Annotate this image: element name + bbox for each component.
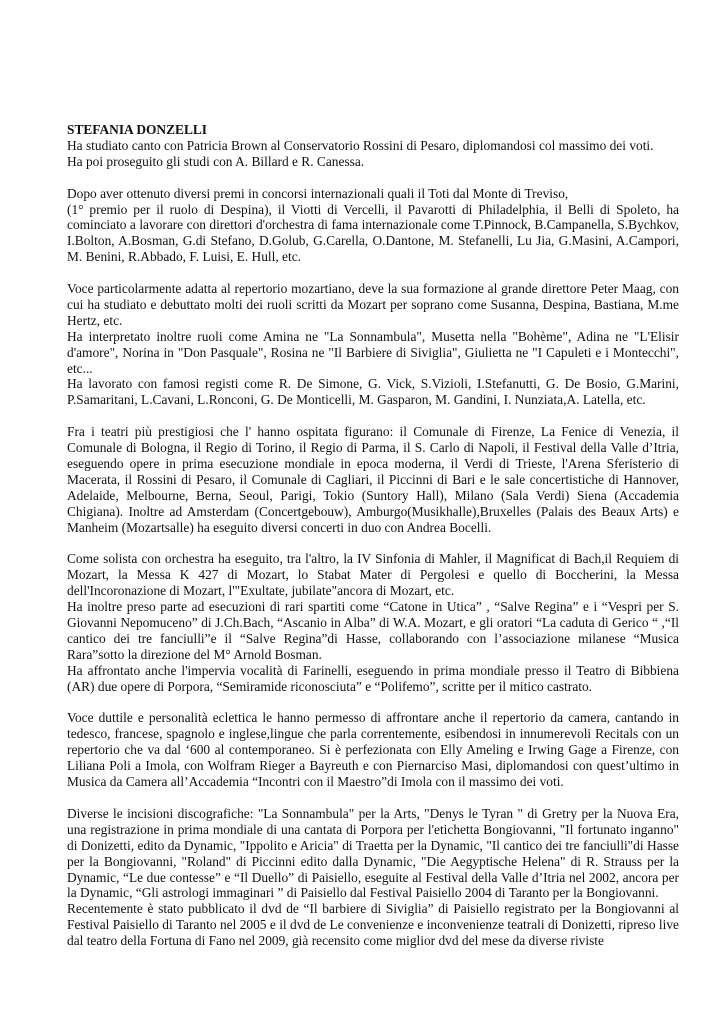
text-block: Diverse le incisioni discografiche: "La Sonnambula" per la Arts, "Denys le Tyran " di Gretry per la Nuova Era, una registrazione in prima mondiale di una cantata di Porpora per l'etichetta Bongiovanni, "Il fortunato inganno" di Donizetti, edito da Dynamic, "Ippolito e Aricia" di Traetta per la Dynamic, "Il cantico dei tre fanciulli"di Hasse per la Bongiovanni, "Roland" di Piccinni edito dalla Dynamic, "Die Aegyptische Helena" di R. Strauss per la Dynamic, “Le due contesse” e “Il Duello” di Paisiello, eseguite al Festival della Valle d’Itria nel 2002, ancora per la Dynamic, “Gli astrologi immaginari ” di Paisiello dal Festival Paisiello 2004 di Taranto per la Bongiovanni. (67, 805, 679, 901)
text-block: Recentemente è stato pubblicato il dvd de “Il barbiere di Siviglia” di Paisiello registrato per la Bongiovanni al Festival Paisiello di Taranto nel 2005 e il dvd de Le convenienze e inconvenienze teatrali di Donizetti, ripreso live dal teatro della Fortuna di Fano nel 2009, già recensito come miglior dvd del mese da diverse riviste (67, 901, 679, 949)
paragraph-studies (67, 138, 679, 170)
text-block: Ha lavorato con famosi registi come R. De Simone, G. Vick, S.Vizioli, I.Stefanutti, G. De Bosio, G.Marini, P.Samaritani, L.Cavani, L.Ronconi, G. De Monticelli, M. Gasparon, M. Gandini, I. Nunziata,A. Latella, etc. (67, 376, 679, 408)
text-block: Ha interpretato inoltre ruoli come Amina ne "La Sonnambula", Musetta nella "Bohème", Adina ne "L'Elisir d'amore", Norina in "Don Pasquale", Rosina ne "Il Barbiere di Siviglia", Giulietta ne "I Capuleti e i Montecchi", etc... (67, 328, 679, 376)
text-block: (1° premio per il ruolo di Despina), il Viotti di Vercelli, il Pavarotti di Philadelphia, il Belli di Spoleto, ha cominciato a lavorare con direttori d'orchestra di fama internazionale come T.Pinnock, B.Campanella, S.Bychkov, I.Bolton, A.Bosman, G.di Stefano, D.Golub, G.Carella, O.Dantone, M. Stefanelli, Lu Jia, G.Masini, A.Campori, M. Benini, R.Abbado, F. Luisi, E. Hull, etc. (67, 201, 679, 265)
paragraph-chamber (67, 710, 679, 790)
document-body (67, 122, 679, 965)
paragraph-discography (67, 806, 679, 949)
text-block: Voce duttile e personalità eclettica le hanno permesso di affrontare anche il repertorio da camera, cantando in tedesco, francese, spagnolo e inglese,lingue che parla correntemente, esibendosi in innumerevoli Recitals con un repertorio che va dal ‘600 al contemporaneo. Si è perfezionata con Elly Ameling e Irwing Gage a Firenze, con Liliana Poli a Imola, con Wolfram Rieger a Bayreuth e con Piernarciso Masi, diplomandosi con quest’ultimo in Musica da Camera all’Accademia “Incontri con il Maestro”di Imola con il massimo dei voti. (67, 710, 679, 790)
document-title: STEFANIA DONZELLI (67, 122, 208, 137)
paragraph-repertoire (67, 281, 679, 408)
text-block: Ha inoltre preso parte ad esecuzioni di rari spartiti come “Catone in Utica” , “Salve Regina” e i “Vespri per S. Giovanni Nepomuceno” di J.Ch.Bach, “Ascanio in Alba” di W.A. Mozart, e gli oratori “La caduta di Gerico “ ,“Il cantico dei tre fanciulli”e il “Salve Regina”di Hasse, collaborando con l’associazione milanese “Musica Rara”sotto la direzione del M° Arnold Bosman. (67, 599, 679, 662)
paragraph-theatres (67, 424, 679, 535)
paragraph-soloist (67, 551, 679, 694)
text-line: Ha studiato canto con Patricia Brown al Conservatorio Rossini di Pesaro, diplomandosi col massimo dei voti. (67, 137, 654, 153)
paragraph-awards (67, 186, 679, 266)
text-line: Dopo aver ottenuto diversi premi in concorsi internazionali quali il Toti dal Monte di Treviso, (67, 185, 569, 201)
text-block: Come solista con orchestra ha eseguito, tra l'altro, la IV Sinfonia di Mahler, il Magnificat di Bach,il Requiem di Mozart, la Messa K 427 di Mozart, lo Stabat Mater di Pergolesi e quello di Boccherini, la Messa dell'Incoronazione di Mozart, l'"Exultate, jubilate"ancora di Mozart, etc. (67, 551, 679, 599)
text-block: Ha affrontato anche l'impervia vocalità di Farinelli, eseguendo in prima mondiale presso il Teatro di Bibbiena (AR) due opere di Porpora, “Semiramide riconosciuta” e “Polifemo”, scritte per il mitico castrato. (67, 662, 679, 694)
text-block: Fra i teatri più prestigiosi che l' hanno ospitata figurano: il Comunale di Firenze, La Fenice di Venezia, il Comunale di Bologna, il Regio di Torino, il Regio di Parma, il S. Carlo di Napoli, il Festival della Valle d’Itria, eseguendo opere in prima esecuzione mondiale in epoca moderna, il Verdi di Trieste, l'Arena Sferisterio di Macerata, il Rossini di Pesaro, il Comunale di Cagliari, il Piccinni di Bari e le sale concertistiche di Hannover, Adelaide, Melbourne, Berna, Seoul, Parigi, Tokio (Suntory Hall), Milano (Sala Verdi) Siena (Accademia Chigiana). Inoltre ad Amsterdam (Concertgebouw), Amburgo(Musikhalle),Bruxelles (Palais des Beaux Arts) e Manheim (Mozartsalle) ha eseguito diversi concerti in duo con Andrea Bocelli. (67, 424, 679, 535)
text-line: Ha poi proseguito gli studi con A. Billard e R. Canessa. (67, 153, 365, 169)
text-block: Voce particolarmente adatta al repertorio mozartiano, deve la sua formazione al grande direttore Peter Maag, con cui ha studiato e debuttato molti dei ruoli scritti da Mozart per soprano come Susanna, Despina, Bastiana, M.me Hertz, etc. (67, 281, 679, 328)
